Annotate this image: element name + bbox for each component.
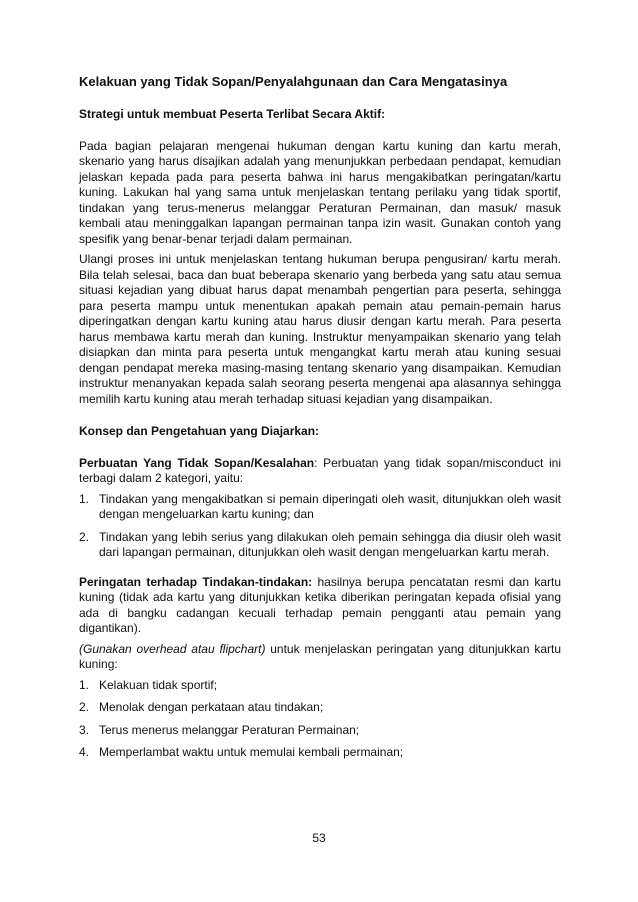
list-item [79,745,561,761]
document-page [79,74,561,775]
list-text: Tindakan yang lebih serius yang dilakukan oleh pemain sehingga dia diusir oleh wasit dari lapangan permainan, ditunjukkan oleh wasit dengan mengeluarkan kartu merah. [99,529,561,559]
strategy-heading: Strategi untuk membuat Peserta Terlibat Secara Aktif: [79,107,386,121]
list-text: Memperlambat waktu untuk memulai kembali permainan; [99,745,404,759]
list-number: 4. [79,745,90,759]
warning-text: hasilnya berupa pencatatan resmi dan kartu kuning (tidak ada kartu yang ditunjukkan ketika diberikan peringatan kepada ofisial yang ada di bangku cadangan kecuali terhadap pemain pengganti atau pemain yang digantikan). [79,574,562,635]
list-item [79,700,561,716]
misconduct-paragraph [79,456,561,487]
list-item [79,723,561,739]
paragraph-red-card: Ulangi proses ini untuk menjelaskan tentang hukuman berupa pengusiran/ kartu merah. Bila telah selesai, baca dan buat beberapa skenario yang berbeda yang satu atau semua situasi kejadian yang dibuat harus dapat menambah pengertian para peserta, sehingga para peserta mampu untuk menentukan apakah pemain atau pemain-pemain harus diperingatkan dengan kartu kuning atau harus diusir dengan kartu merah. Para peserta harus membawa kartu merah dan kuning. Instruktur menyampaikan skenario yang telah disiapkan dan minta para peserta untuk mengangkat kartu merah atau kuning sesuai dengan pendapat mereka masing-masing tentang skenario yang disampaikan. Kemudian instruktur menanyakan kepada salah seorang peserta mengenai apa alasannya sehingga memilih kartu kuning atau merah terhadap situasi kejadian yang disampaikan. [79,252,561,406]
list-number: 3. [79,722,90,737]
misconduct-label: Perbuatan Yang Tidak Sopan/Kesalahan [79,455,315,470]
list-number: 2. [79,529,90,544]
list-item [79,492,561,523]
list-number: 1. [79,491,90,506]
warning-paragraph [79,575,561,637]
list-text: Terus menerus melanggar Peraturan Permainan; [99,722,360,737]
misconduct-text: : Perbuatan yang tidak sopan/misconduct ini terbagi dalam 2 kategori, yaitu: [79,455,561,485]
list-number: 2. [79,700,90,714]
page-number: 53 [312,831,326,845]
yellow-card-list [79,678,561,761]
list-item [79,530,561,561]
overhead-text: untuk menjelaskan peringatan yang ditunjukkan kartu kuning: [79,641,561,671]
list-number: 1. [79,677,90,692]
paragraph-yellow-card: Pada bagian pelajaran mengenai hukuman dengan kartu kuning dan kartu merah, skenario yang harus disajikan adalah yang menunjukkan perbedaan pendapat, kemudian jelaskan kepada pada para peserta bahwa ini harus mengakibatkan peringatan/kartu kuning. Lakukan hal yang sama untuk menjelaskan tentang perilaku yang tidak sportif, tindakan yang terus-menerus melanggar Peraturan Permainan, dan masuk/ masuk kembali atau meninggalkan lapangan permainan tanpa izin wasit. Gunakan contoh yang spesifik yang benar-benar terjadi dalam permainan. [79,138,561,246]
list-text: Menolak dengan perkataan atau tindakan; [99,700,324,714]
concept-heading: Konsep dan Pengetahuan yang Diajarkan: [79,424,320,438]
list-item [79,678,561,694]
page-title: Kelakuan yang Tidak Sopan/Penyalahgunaan dan Cara Mengatasinya [79,74,508,89]
misconduct-list [79,492,561,561]
warning-label: Peringatan terhadap Tindakan-tindakan: [79,574,313,589]
overhead-note: (Gunakan overhead atau flipchart) [79,641,266,656]
overhead-paragraph [79,642,561,673]
list-text: Tindakan yang mengakibatkan si pemain diperingati oleh wasit, ditunjukkan oleh wasit dengan mengeluarkan kartu kuning; dan [99,491,561,521]
list-text: Kelakuan tidak sportif; [99,677,218,692]
